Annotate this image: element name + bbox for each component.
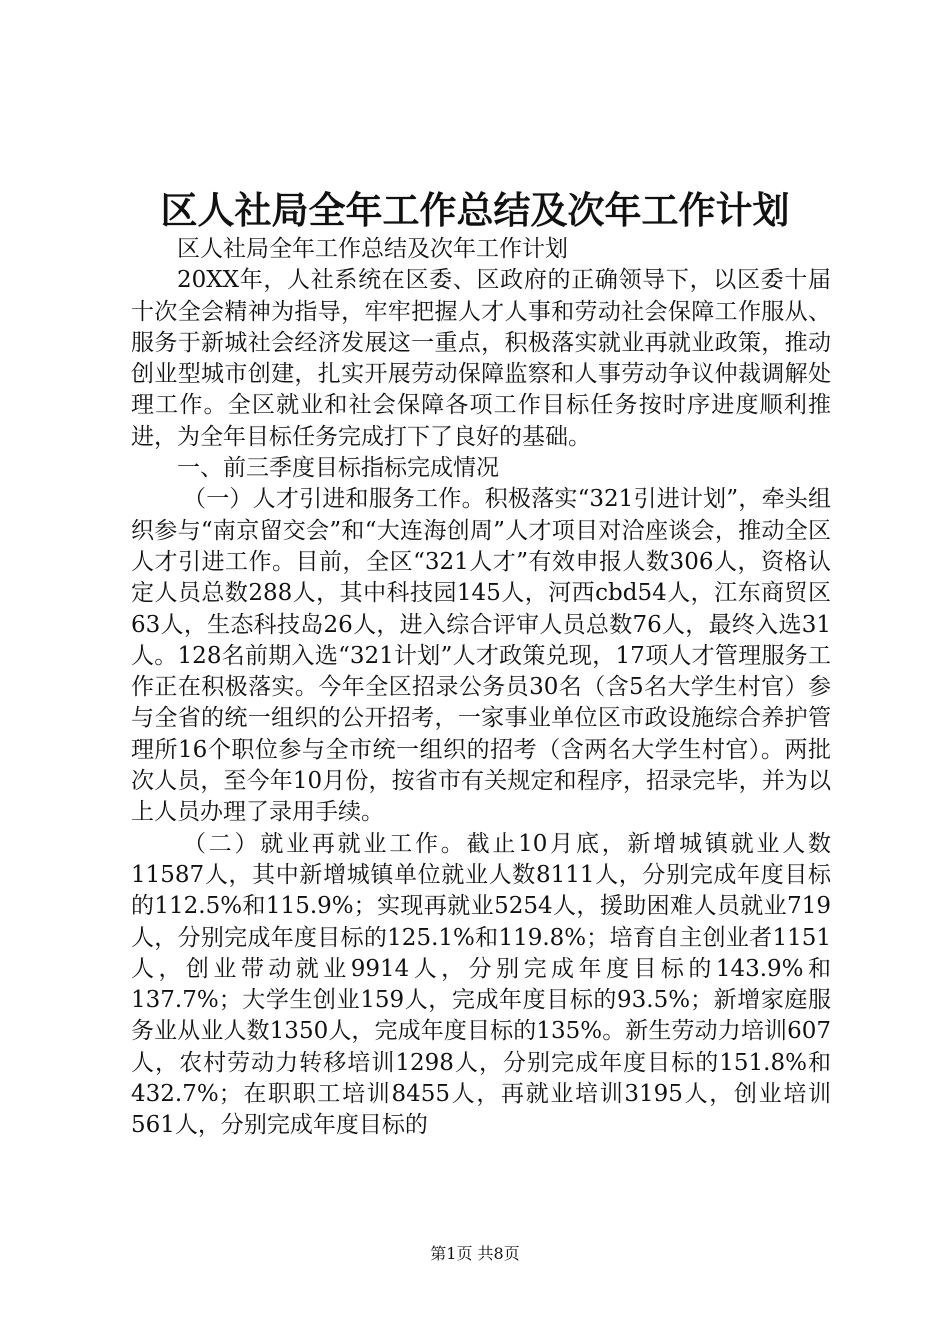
document-title: 区人社局全年工作总结及次年工作计划: [160, 188, 790, 232]
subtitle-paragraph: 区人社局全年工作总结及次年工作计划: [177, 236, 568, 262]
intro-paragraph: 20XX年，人社系统在区委、区政府的正确领导下，以区委十届十次全会精神为指导，牢牢把握人才人事和劳动社会保障工作服从、服务于新城社会经济发展这一重点，积极落实就业再就业政策，推动创业型城市创建，扎实开展劳动保障监察和人事劳动争议仲裁调解处理工作。全区就业和社会保障各项工作目标任务按时序进度顺利推进，为全年目标任务完成打下了良好的基础。: [131, 267, 831, 450]
talent-paragraph: （一）人才引进和服务工作。积极落实“321引进计划”，牵头组织参与“南京留交会”和“大连海创周”人才项目对洽座谈会，推动全区人才引进工作。目前，全区“321人才”有效申报人数306人，资格认定人员总数288人，其中科技园145人，河西cbd54人，江东商贸区63人，生态科技岛26人，进入综合评审人员总数76人，最终入选31人。128名前期入选“321计划”人才政策兑现，17项人才管理服务工作正在积极落实。今年全区招录公务员30名（含5名大学生村官）参与全省的统一组织的公开招考，一家事业单位区市政设施综合养护管理所16个职位参与全市统一组织的招考（含两名大学生村官）。两批次人员，至今年10月份，按省市有关规定和程序，招录完毕，并为以上人员办理了录用手续。: [131, 486, 831, 826]
employment-paragraph: （二）就业再就业工作。截止10月底，新增城镇就业人数11587人，其中新增城镇单位就业人数8111人，分别完成年度目标的112.5%和115.9%；实现再就业5254人，援助困难人员就业719人，分别完成年度目标的125.1%和119.8%；培育自主创业者1151人，创业带动就业9914人，分别完成年度目标的143.9%和137.7%；大学生创业159人，完成年度目标的93.5%；新增家庭服务业从业人数1350人，完成年度目标的135%。新生劳动力培训607人，农村劳动力转移培训1298人，分别完成年度目标的151.8%和432.7%；在职职工培训8455人，再就业培训3195人，创业培训561人，分别完成年度目标的: [131, 830, 831, 1139]
section-heading: 一、前三季度目标指标完成情况: [177, 455, 499, 482]
page-footer: 第1页 共8页: [430, 1244, 520, 1263]
document-body: [131, 234, 831, 1142]
